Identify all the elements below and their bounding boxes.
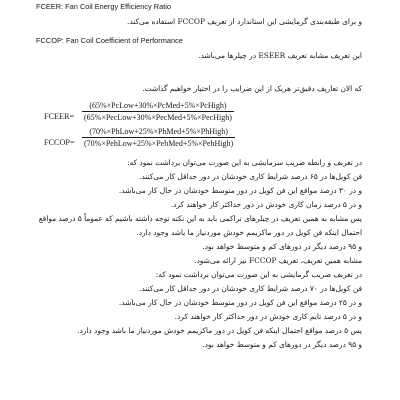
paragraph-line: در تعریف و رابطه ضریب سرمایشی به این صورت می‌توان برداشت نمود که: (127, 158, 362, 167)
paragraph-line: فن کویل‌ها در ۶۵ درصد شرایط کاری خودشان در دور حداقل کار می‌کنند. (139, 172, 362, 181)
paragraph-line: و در ۲۵ درصد مواقع این فن کویل در دور متوسط خودشان در حال کار می‌باشد. (118, 298, 362, 307)
paragraph-line: مشابه همین تعریف، تعریف FCCOP نیز ارائه می‌شود. (194, 256, 362, 265)
paragraph-line: و در ۵ درصد زمان کاری خودش در دور حداکثر کار خواهند کرد. (170, 200, 362, 209)
fceer-numerator: (65%×PcLow+30%×PcMed+5%×PcHigh) (82, 101, 234, 112)
paragraph-line: فن کویل‌ها در ۷۰ درصد شرایط کاری خودشان در دور حداقل کار می‌کنند. (139, 284, 362, 293)
eseer-note: این تعریف مشابه تعریف ESEER در چیلرها می‌باشد. (198, 51, 362, 60)
paragraph-line: و در ۵ درصد تایم کاری خودش در دور حداکثر کار خواهند کرد. (174, 312, 362, 321)
fccop-definition: FCCOP: Fan Coil Coefficient of Performance (36, 36, 183, 45)
intro-sentence: که الان تعاریف دقیق‌تر هریک از این ضرایب را در اختیار خواهیم گذاشت. (142, 84, 362, 93)
fccop-denominator: (70%×PehLow+25%×PehMed+5%×PehHigh) (84, 139, 234, 148)
paragraph-line: و ۹۵ درصد دیگر در دورهای کم و متوسط خواهد بود. (202, 340, 362, 349)
fccop-label: FCCOP= (44, 138, 75, 147)
fccop-numerator: (70%×PhLow+25%×PhMed+5%×PhHigh) (82, 127, 235, 138)
fccop-fraction (82, 127, 235, 148)
paragraph-line: پس مشابه به همین تعریف در چیلرهای تراکمی باید به این نکته توجه داشته باشیم که عموماً ۵ درصد مواقع (38, 214, 362, 223)
fceer-fraction (82, 101, 234, 122)
paragraph-line: احتمال اینکه فن کویل در دور ماکزیمم خودش موردنیاز ما باشد وجود دارد. (136, 228, 362, 237)
paragraph-line: و ۹۵ درصد دیگر در دورهای کم و متوسط خواهد بود. (202, 242, 362, 251)
paragraph-line: پس ۵ درصد مواقع احتمال اینکه فن کویل در دور ماکزیمم خودش موردنیاز ما باشد وجود دارد. (77, 326, 362, 335)
fceer-denominator: (65%×PecLow+30%×PecMed+5%×PecHigh) (84, 113, 232, 122)
paragraph-line: و در ۳۰ درصد مواقع این فن کویل در دور متوسط خودشان در حال کار می‌باشد. (118, 186, 362, 195)
fceer-label: FCEER= (44, 112, 75, 121)
fceer-definition: FCEER: Fan Coil Energy Efficiency Ratio (36, 2, 171, 11)
paragraph-line: در تعریف ضریب گرمایشی به این صورت می‌توان برداشت نمود که: (155, 270, 362, 279)
fceer-note: و برای طبقه‌بندی گرمایشی این استاندارد از تعریف FCCOP استفاده می‌کند. (127, 17, 362, 26)
